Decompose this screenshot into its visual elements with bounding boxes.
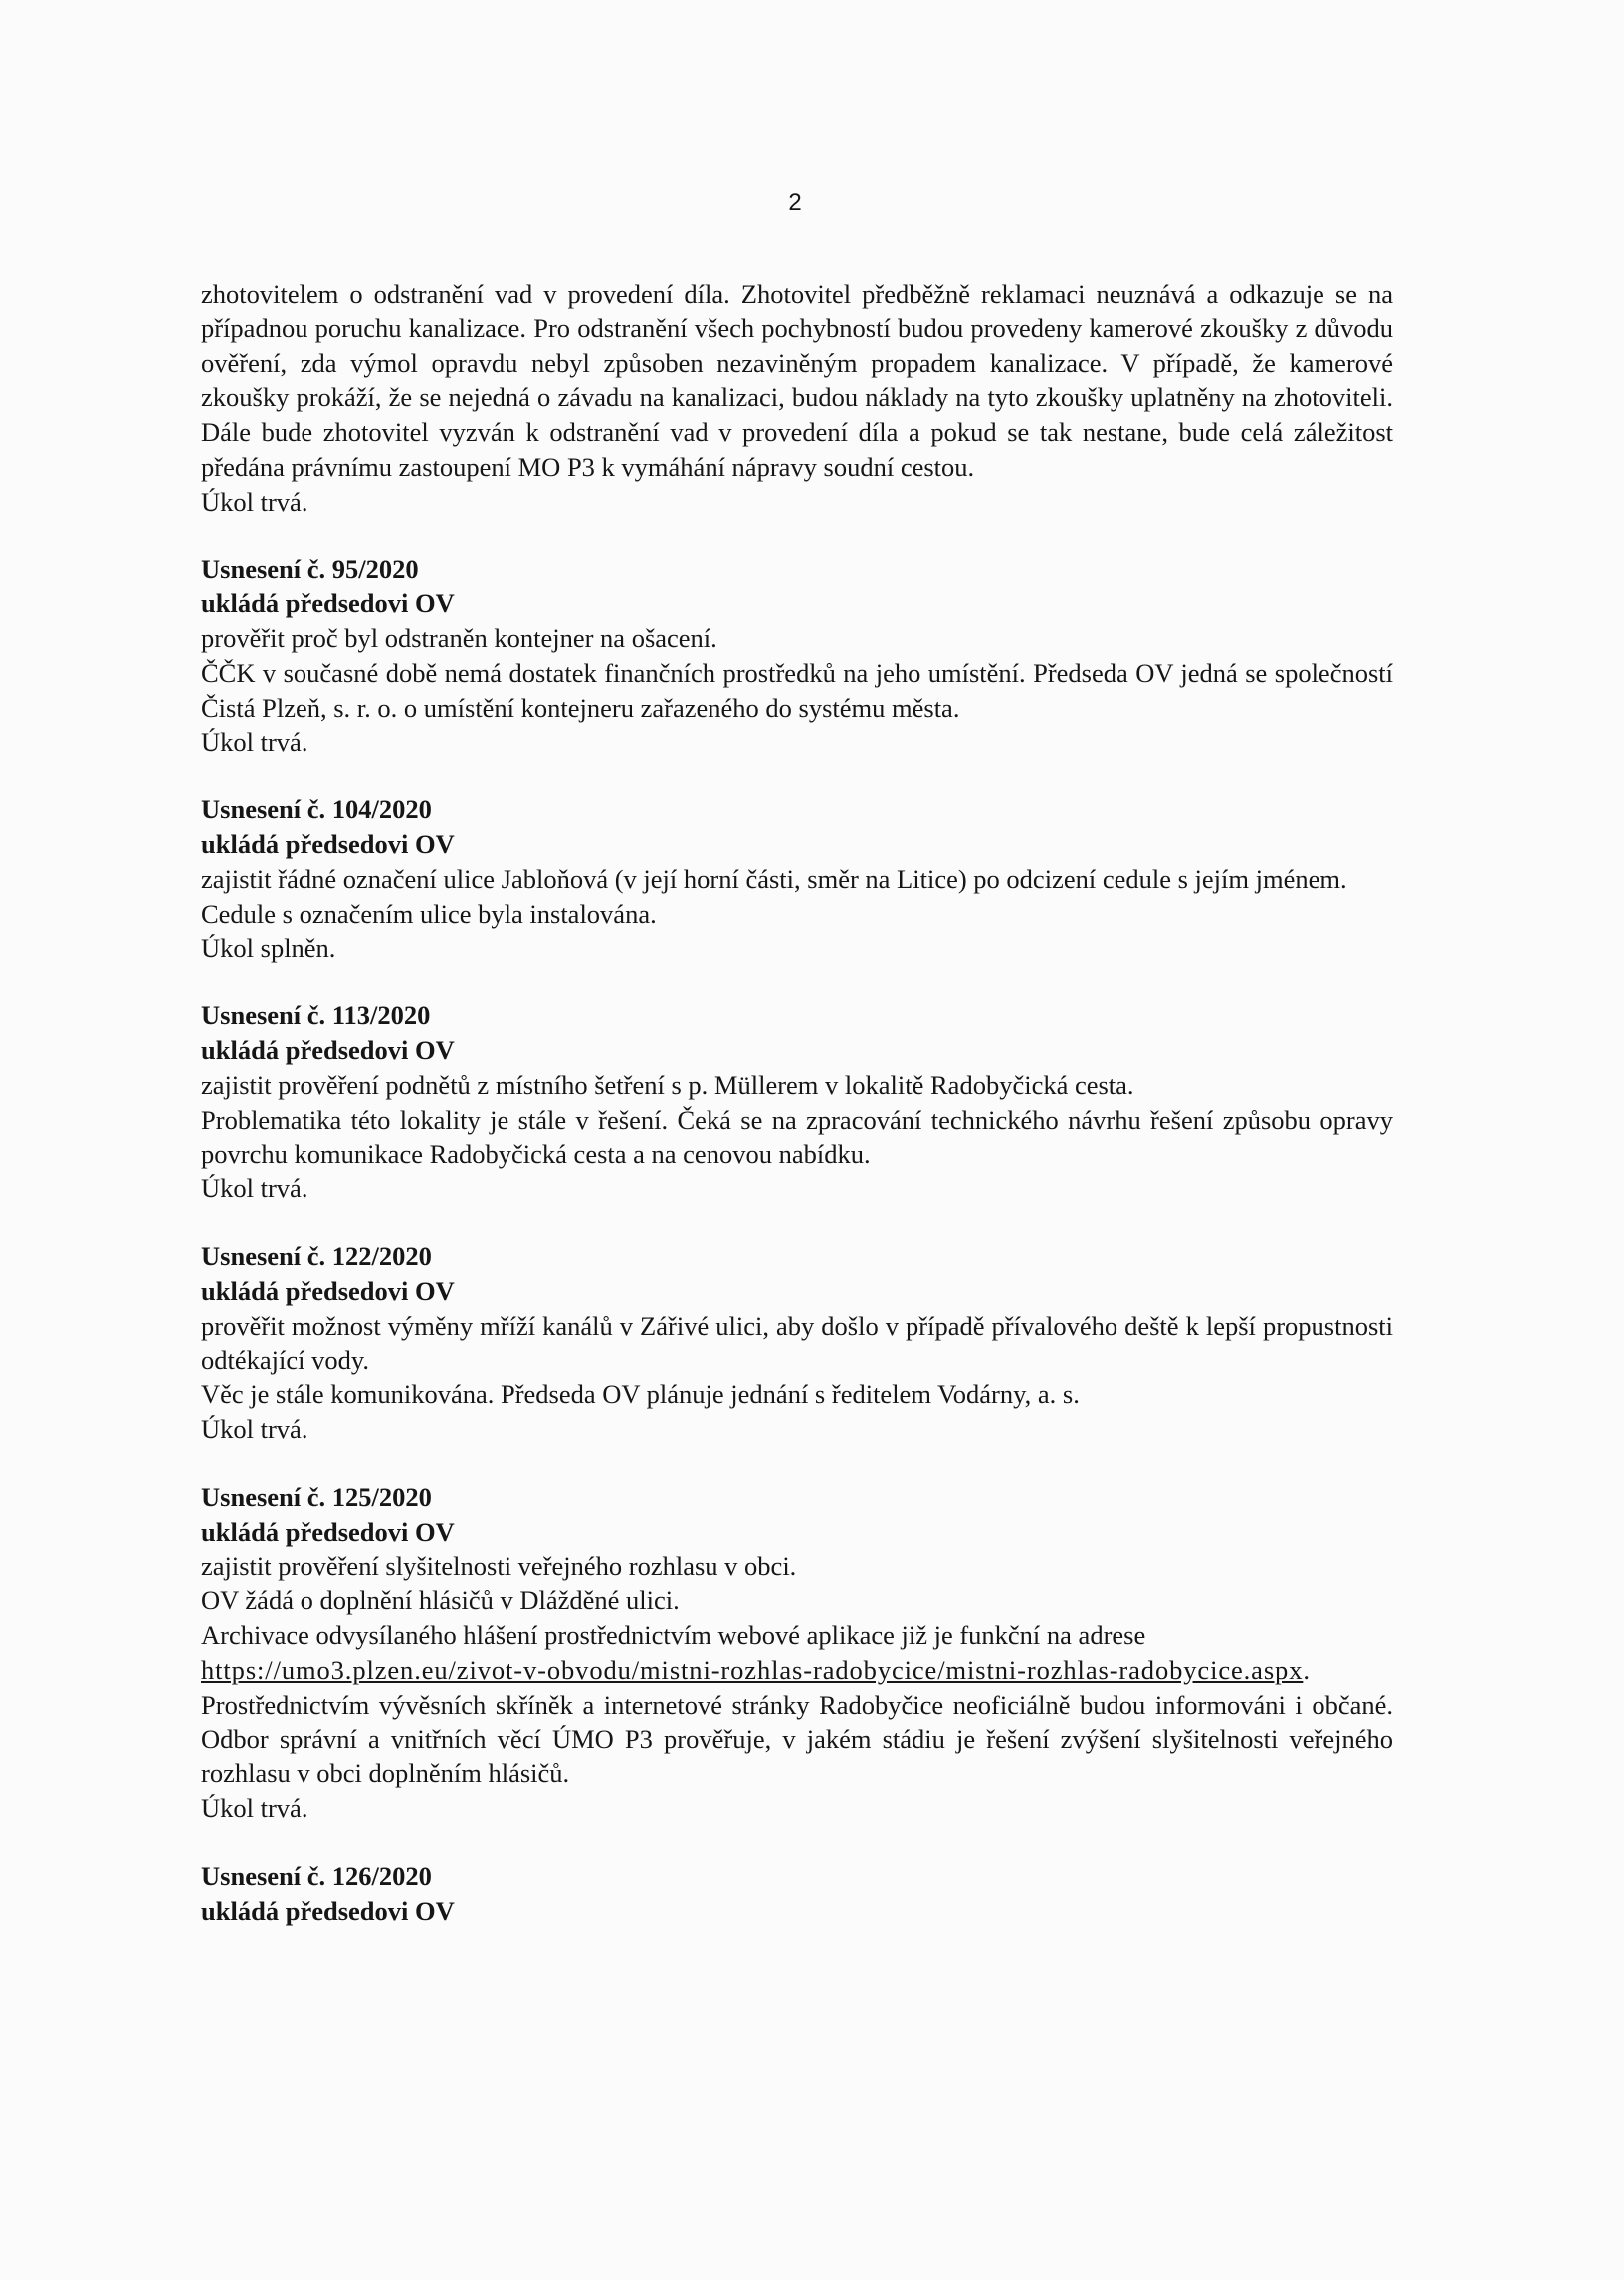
intro-section xyxy=(201,277,1393,519)
resolution-122 xyxy=(201,1239,1393,1447)
task-status: Úkol trvá. xyxy=(201,1414,308,1445)
archive-note: Archivace odvysílaného hlášení prostřednictvím webové aplikace již je funkční na adrese xyxy=(201,1620,1146,1651)
resolution-104 xyxy=(201,792,1393,965)
resolution-125 xyxy=(201,1480,1393,1826)
intro-text: zhotovitelem o odstranění vad v provedení díla. Zhotovitel předběžně reklamaci neuznává a odkazuje se na případnou poruchu kanalizace. Pro odstranění všech pochybností budou provedeny kamerové zkoušky z důvodu ověření, zda výmol opravdu nebyl způsoben nezaviněným propadem kanalizace. V případě, že kamerové zkoušky prokáží, že se nejedná o závadu na kanalizaci, budou náklady na tyto zkoušky uplatněny na zhotoviteli. Dále bude zhotovitel vyzván k odstranění vad v provedení díla a pokud se tak nestane, bude celá záležitost předána právnímu zastoupení MO P3 k vymáhání nápravy soudní cestou. xyxy=(201,279,1393,482)
task-status: Úkol trvá. xyxy=(201,1793,308,1824)
information-note: Prostřednictvím vývěsních skříněk a internetové stránky Radobyčice neoficiálně budou informováni i občané. Odbor správní a vnitřních věcí ÚMO P3 prověřuje, v jakém stádiu je řešení zvýšení slyšitelnosti veřejného rozhlasu v obci doplněním hlásičů. xyxy=(201,1689,1393,1789)
resolution-113 xyxy=(201,998,1393,1206)
resolution-heading: Usnesení č. 104/2020 xyxy=(201,794,432,825)
resolution-heading: Usnesení č. 125/2020 xyxy=(201,1481,432,1512)
resolution-95 xyxy=(201,552,1393,760)
resolution-task: zajistit prověření slyšitelnosti veřejného rozhlasu v obci. xyxy=(201,1551,797,1581)
resolution-subheading: ukládá předsedovi OV xyxy=(201,829,455,860)
resolution-heading: Usnesení č. 126/2020 xyxy=(201,1860,432,1891)
archive-link-line xyxy=(201,1653,1393,1688)
archive-link[interactable]: https://umo3.plzen.eu/zivot-v-obvodu/mistni-rozhlas-radobycice/mistni-rozhlas-radobycice.aspx xyxy=(201,1654,1304,1685)
resolution-subheading: ukládá předsedovi OV xyxy=(201,1035,455,1066)
task-status: Úkol trvá. xyxy=(201,486,308,517)
resolution-note: Problematika této lokality je stále v řešení. Čeká se na zpracování technického návrhu řešení způsobu opravy povrchu komunikace Radobyčická cesta a na cenovou nabídku. xyxy=(201,1104,1393,1169)
resolution-heading: Usnesení č. 95/2020 xyxy=(201,553,419,584)
resolution-task: prověřit možnost výměny mříží kanálů v Zářivé ulici, aby došlo v případě přívalového deště k lepší propustnosti odtékající vody. xyxy=(201,1310,1393,1375)
resolution-subheading: ukládá předsedovi OV xyxy=(201,1516,455,1547)
document-body xyxy=(201,277,1393,1928)
resolution-126 xyxy=(201,1859,1393,1929)
resolution-note: Cedule s označením ulice byla instalována. xyxy=(201,898,657,929)
resolution-subheading: ukládá předsedovi OV xyxy=(201,588,455,619)
resolution-heading: Usnesení č. 122/2020 xyxy=(201,1241,432,1272)
resolution-task: zajistit řádné označení ulice Jabloňová (v její horní části, směr na Litice) po odcizení cedule s jejím jménem. xyxy=(201,863,1347,894)
task-status: Úkol splněn. xyxy=(201,933,336,963)
resolution-task: zajistit prověření podnětů z místního šetření s p. Müllerem v lokalitě Radobyčická cesta. xyxy=(201,1069,1134,1100)
resolution-subheading: ukládá předsedovi OV xyxy=(201,1895,455,1926)
resolution-note: OV žádá o doplnění hlásičů v Dlážděné ulici. xyxy=(201,1585,680,1616)
link-period: . xyxy=(1303,1654,1311,1685)
resolution-heading: Usnesení č. 113/2020 xyxy=(201,1000,431,1031)
task-status: Úkol trvá. xyxy=(201,726,308,757)
task-status: Úkol trvá. xyxy=(201,1173,308,1204)
resolution-task: prověřit proč byl odstraněn kontejner na ošacení. xyxy=(201,623,717,654)
resolution-note: Věc je stále komunikována. Předseda OV plánuje jednání s ředitelem Vodárny, a. s. xyxy=(201,1379,1080,1410)
resolution-subheading: ukládá předsedovi OV xyxy=(201,1275,455,1306)
page-number: 2 xyxy=(788,189,802,216)
resolution-note: ČČK v současné době nemá dostatek finančních prostředků na jeho umístění. Předseda OV jedná se společností Čistá Plzeň, s. r. o. o umístění kontejneru zařazeného do systému města. xyxy=(201,657,1393,723)
